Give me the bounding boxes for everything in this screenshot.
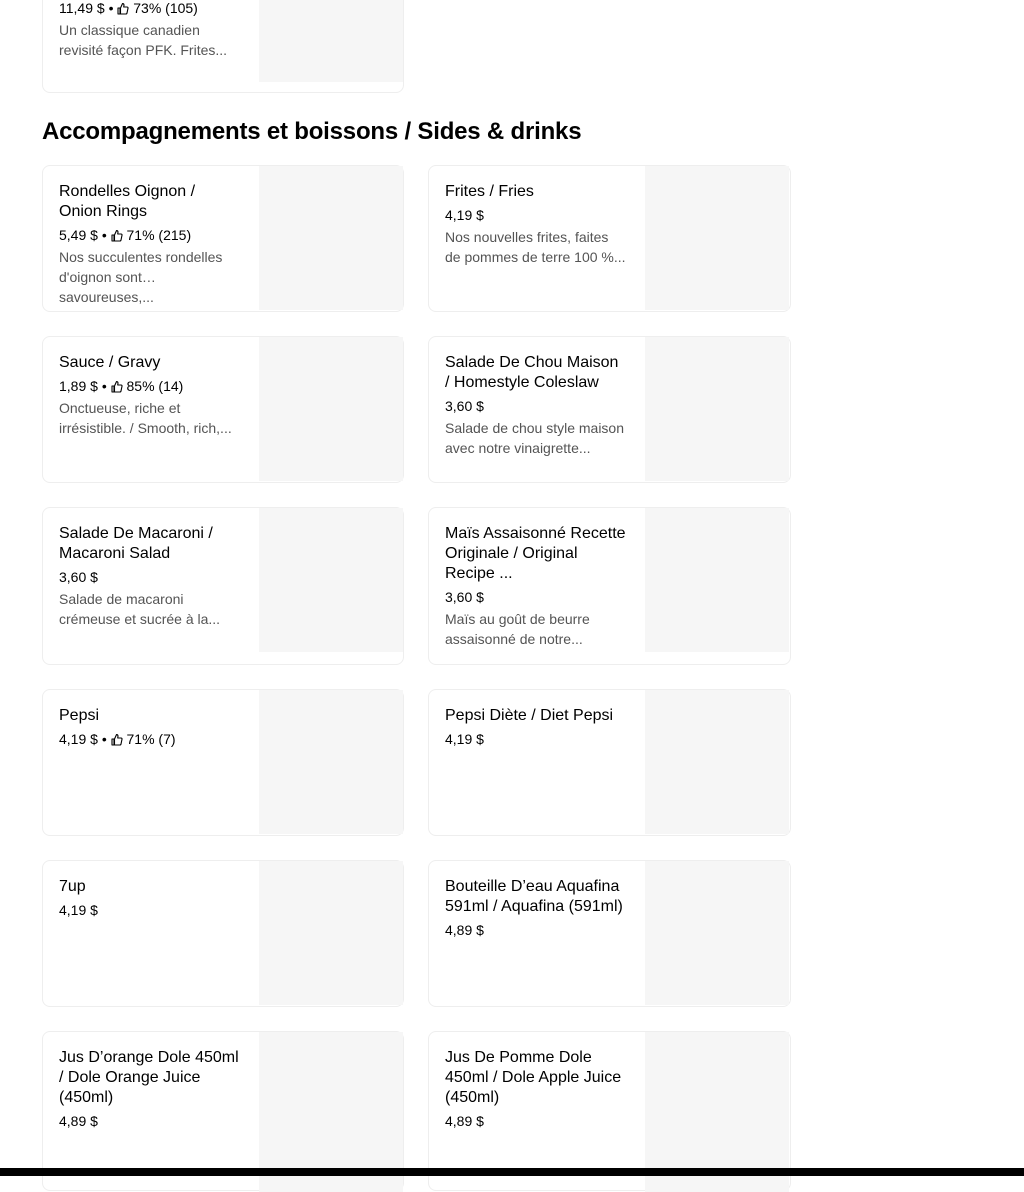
thumbs-up-icon	[111, 227, 123, 240]
menu-item-description: Un classique canadien revisité façon PFK. Frites...	[59, 22, 228, 58]
menu-item-image[interactable]	[645, 166, 789, 310]
menu-item-price: 3,60 $	[445, 398, 484, 414]
menu-item-meta	[445, 587, 626, 607]
menu-item-image[interactable]	[645, 508, 789, 652]
separator-dot: •	[101, 731, 107, 747]
menu-item-title: Jus D’orange Dole 450ml / Dole Orange Juice (450ml)	[59, 1049, 239, 1106]
menu-item-meta	[59, 376, 240, 396]
menu-item-description: Salade de chou style maison avec notre vinaigrette...	[445, 420, 624, 456]
menu-item-info	[59, 1048, 240, 1131]
menu-item-info	[59, 524, 240, 629]
menu-item-description: Onctueuse, riche et irrésistible. / Smooth, rich,...	[59, 400, 232, 436]
bottom-bar	[0, 1168, 1024, 1176]
menu-item-description: Maïs au goût de beurre assaisonné de notre...	[445, 611, 590, 647]
menu-item-card[interactable]	[42, 689, 404, 836]
menu-item-price: 4,89 $	[445, 1113, 484, 1129]
menu-item-image[interactable]	[259, 508, 403, 652]
menu-item-title: Bouteille D’eau Aquafina 591ml / Aquafina (591ml)	[445, 878, 623, 915]
menu-item-card[interactable]	[42, 0, 404, 93]
menu-item-image[interactable]	[645, 690, 789, 834]
menu-item-info	[59, 353, 240, 438]
menu-item-meta	[445, 205, 626, 225]
menu-item-image[interactable]	[259, 337, 403, 481]
menu-item-image[interactable]	[645, 337, 789, 481]
separator-dot: •	[108, 0, 114, 16]
thumbs-up-icon	[111, 378, 123, 391]
menu-item-info	[445, 1048, 626, 1131]
menu-item-image[interactable]	[259, 166, 403, 310]
menu-item-rating: 71% (215)	[126, 227, 192, 243]
menu-item-image[interactable]	[259, 861, 403, 1005]
menu-item-price: 4,19 $	[59, 731, 98, 747]
section-title: Accompagnements et boissons / Sides & drinks	[42, 118, 582, 145]
menu-item-title: Pepsi Diète / Diet Pepsi	[445, 707, 614, 724]
menu-item-info	[445, 706, 626, 749]
separator-dot: •	[101, 378, 107, 394]
menu-item-card[interactable]	[428, 860, 791, 1007]
menu-item-meta	[59, 567, 240, 587]
menu-item-description: Salade de macaroni crémeuse et sucrée à la...	[59, 591, 221, 627]
menu-item-card[interactable]	[428, 689, 791, 836]
menu-item-image[interactable]	[259, 690, 403, 834]
menu-item-card[interactable]	[42, 165, 404, 312]
menu-item-price: 5,49 $	[59, 227, 98, 243]
menu-item-info	[59, 877, 240, 920]
menu-item-meta	[59, 0, 240, 18]
menu-item-price: 3,60 $	[445, 589, 484, 605]
menu-item-title: Sauce / Gravy	[59, 354, 161, 371]
menu-item-meta	[59, 729, 240, 749]
menu-item-card[interactable]	[42, 336, 404, 483]
menu-item-rating: 73% (105)	[133, 0, 198, 16]
menu-item-info	[59, 0, 240, 60]
menu-item-rating: 71% (7)	[126, 731, 176, 747]
menu-item-card[interactable]	[428, 165, 791, 312]
menu-item-title: Maïs Assaisonné Recette Originale / Original Recipe ...	[445, 525, 626, 582]
menu-item-info	[445, 182, 626, 267]
menu-item-price: 4,89 $	[59, 1113, 98, 1129]
menu-item-meta	[445, 1111, 626, 1131]
menu-item-info	[445, 877, 626, 940]
menu-item-price: 4,19 $	[59, 902, 98, 918]
menu-item-card[interactable]	[428, 1031, 791, 1191]
menu-item-meta	[445, 729, 626, 749]
menu-item-info	[59, 182, 240, 305]
menu-item-info	[59, 706, 240, 749]
menu-item-meta	[445, 920, 626, 940]
menu-item-title: Salade De Macaroni / Macaroni Salad	[59, 525, 213, 562]
menu-item-price: 4,19 $	[445, 207, 484, 223]
menu-item-price: 4,19 $	[445, 731, 484, 747]
menu-item-meta	[59, 225, 240, 245]
menu-item-card[interactable]	[42, 507, 404, 665]
menu-item-card[interactable]	[428, 336, 791, 483]
thumbs-up-icon	[117, 0, 129, 13]
menu-item-image[interactable]	[645, 861, 789, 1005]
menu-item-title: 7up	[59, 878, 86, 895]
menu-item-card[interactable]	[42, 860, 404, 1007]
menu-item-card[interactable]	[42, 1031, 404, 1191]
menu-item-price: 4,89 $	[445, 922, 484, 938]
menu-item-rating: 85% (14)	[126, 378, 184, 394]
separator-dot: •	[101, 227, 107, 243]
menu-item-info	[445, 353, 626, 458]
menu-item-meta	[445, 396, 626, 416]
menu-item-meta	[59, 900, 240, 920]
menu-item-price: 11,49 $	[59, 0, 105, 16]
menu-item-title: Frites / Fries	[445, 183, 534, 200]
menu-item-title: Pepsi	[59, 707, 100, 724]
menu-item-description: Nos succulentes rondelles d'oignon sont savoureuses,...	[59, 249, 223, 305]
menu-item-description: Nos nouvelles frites, faites de pommes de terre 100 %...	[445, 229, 626, 265]
menu-item-meta	[59, 1111, 240, 1131]
menu-item-title: Jus De Pomme Dole 450ml / Dole Apple Juice (450ml)	[445, 1049, 622, 1106]
menu-item-image[interactable]	[259, 0, 403, 82]
menu-item-price: 3,60 $	[59, 569, 98, 585]
menu-item-title: Rondelles Oignon / Onion Rings	[59, 183, 196, 220]
menu-item-price: 1,89 $	[59, 378, 98, 394]
menu-item-card[interactable]	[428, 507, 791, 665]
menu-item-info	[445, 524, 626, 649]
menu-item-title: Salade De Chou Maison / Homestyle Coleslaw	[445, 354, 619, 391]
thumbs-up-icon	[111, 731, 123, 744]
